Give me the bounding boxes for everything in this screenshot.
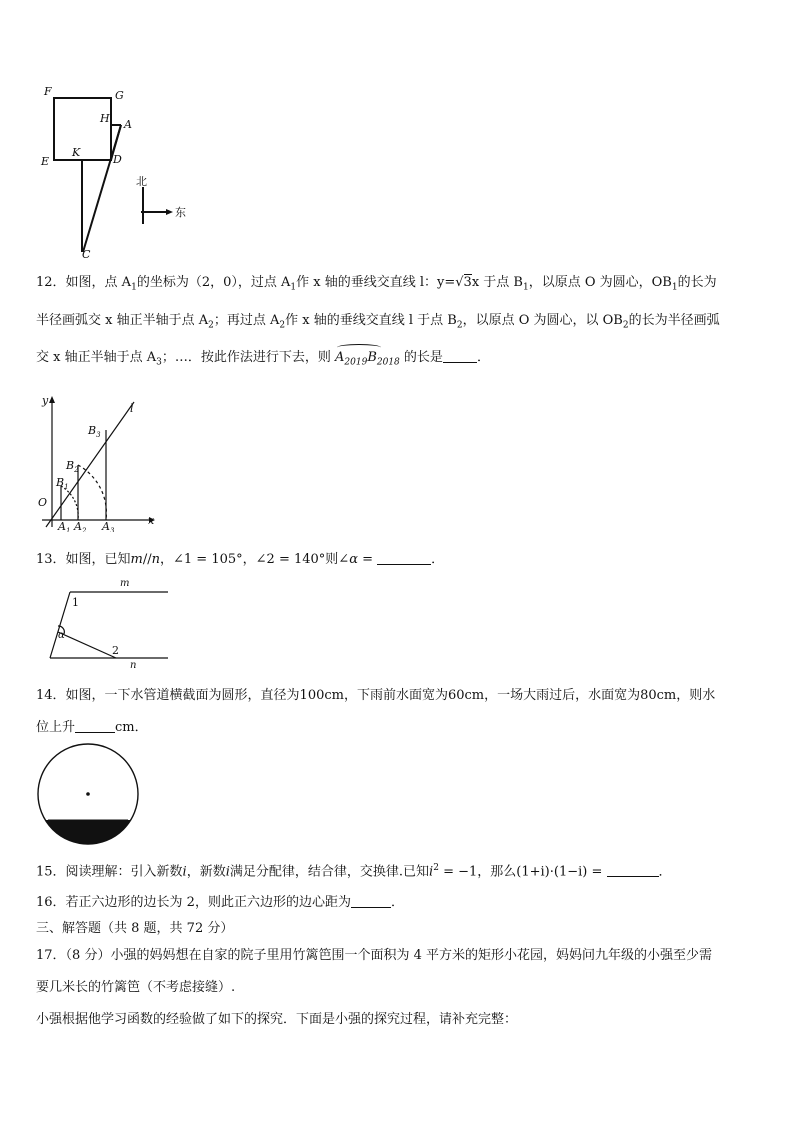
square-efgd — [54, 98, 111, 160]
label-a2: $A_2$ — [74, 520, 87, 532]
q17-line1: 17．（8 分）小强的妈妈想在自家的院子里用竹篱笆围一个面积为 4 平方米的矩形小花园，妈妈问九年级的小强至少需 — [36, 948, 712, 963]
q12-line1: 12．如图，点 $A_1$的坐标为（2，0），过点 $A_1$作 x 轴的垂线交直线 l：y=√3x 于点 $B_1$，以原点 O 为圆心，$OB_1$的长为 — [36, 275, 717, 293]
label-l: l — [130, 402, 134, 415]
sqrt-sign: √3 — [455, 275, 472, 290]
label-g: G — [115, 89, 124, 102]
label-e: E — [41, 155, 50, 168]
label-n: n — [130, 660, 137, 668]
label-alpha: α — [58, 630, 65, 641]
label-a1: $A_1$ — [58, 520, 71, 532]
label-x: x — [148, 514, 155, 527]
figure-q13 — [44, 576, 174, 668]
figure-q12 — [34, 392, 169, 532]
answer-blank-q15 — [607, 862, 659, 877]
figure-q14-pipe — [36, 742, 140, 846]
label-a3: $A_3$ — [102, 520, 115, 532]
answer-blank-q14 — [75, 718, 115, 733]
answer-blank-q12 — [443, 348, 477, 363]
q16-text: 16．若正六边形的边长为 2，则此正六边形的边心距为 ． — [36, 895, 404, 910]
q12-line2: 半径画弧交 x 轴正半轴于点 $A_2$；再过点 $A_2$作 x 轴的垂线交直线 l 于点 $B_2$，以原点 O 为圆心，以 $OB_2$的长为半径画弧 — [36, 313, 720, 331]
answer-blank-q16 — [351, 893, 391, 908]
label-c: C — [82, 248, 91, 261]
arc-notation: $A_{2019}B_{2018}$ — [335, 348, 400, 373]
label-b3: $B_3$ — [88, 424, 101, 439]
label-b2: $B_2$ — [66, 459, 79, 474]
label-a: A — [124, 118, 132, 131]
label-b1: $B_1$ — [56, 476, 69, 491]
label-north: 北 — [136, 175, 147, 188]
q17-line3: 小强根据他学习函数的经验做了如下的探究．下面是小强的探究过程，请补充完整： — [36, 1012, 518, 1027]
label-y: y — [42, 394, 49, 407]
q15-text: 15．阅读理解：引入新数i，新数i满足分配律，结合律，交换律.已知$i^2 = -1$，那么(1+i)·(1−i) = ． — [36, 863, 672, 880]
section-3-title: 三、解答题（共 8 题，共 72 分） — [36, 921, 234, 936]
label-k: K — [72, 146, 81, 159]
figure-q11 — [38, 82, 188, 262]
label-f: F — [44, 85, 52, 98]
label-m: m — [120, 578, 130, 589]
q14-line1: 14．如图，一下水管道横截面为圆形，直径为100cm，下雨前水面宽为60cm，一场大雨过后，水面宽为80cm，则水 — [36, 688, 716, 703]
q13-text: 13．如图，已知m//n，∠1 = 105°，∠2 = 140°则∠α = ． — [36, 552, 445, 567]
label-east: 东 — [175, 206, 186, 219]
label-d: D — [113, 153, 122, 166]
label-angle1: 1 — [72, 596, 79, 609]
q12-line3: 交 x 轴正半轴于点 $A_3$；…．按此作法进行下去，则 $A_{2019}B_{2018}$ 的长是 ． — [36, 348, 490, 373]
q14-line2: 位上升 cm． — [36, 720, 148, 735]
q17-line2: 要几米长的竹篱笆（不考虑接缝）. — [36, 980, 236, 995]
label-o: O — [38, 496, 48, 509]
label-h: H — [100, 112, 110, 125]
label-angle2: 2 — [112, 644, 119, 657]
answer-blank-q13 — [377, 550, 431, 565]
